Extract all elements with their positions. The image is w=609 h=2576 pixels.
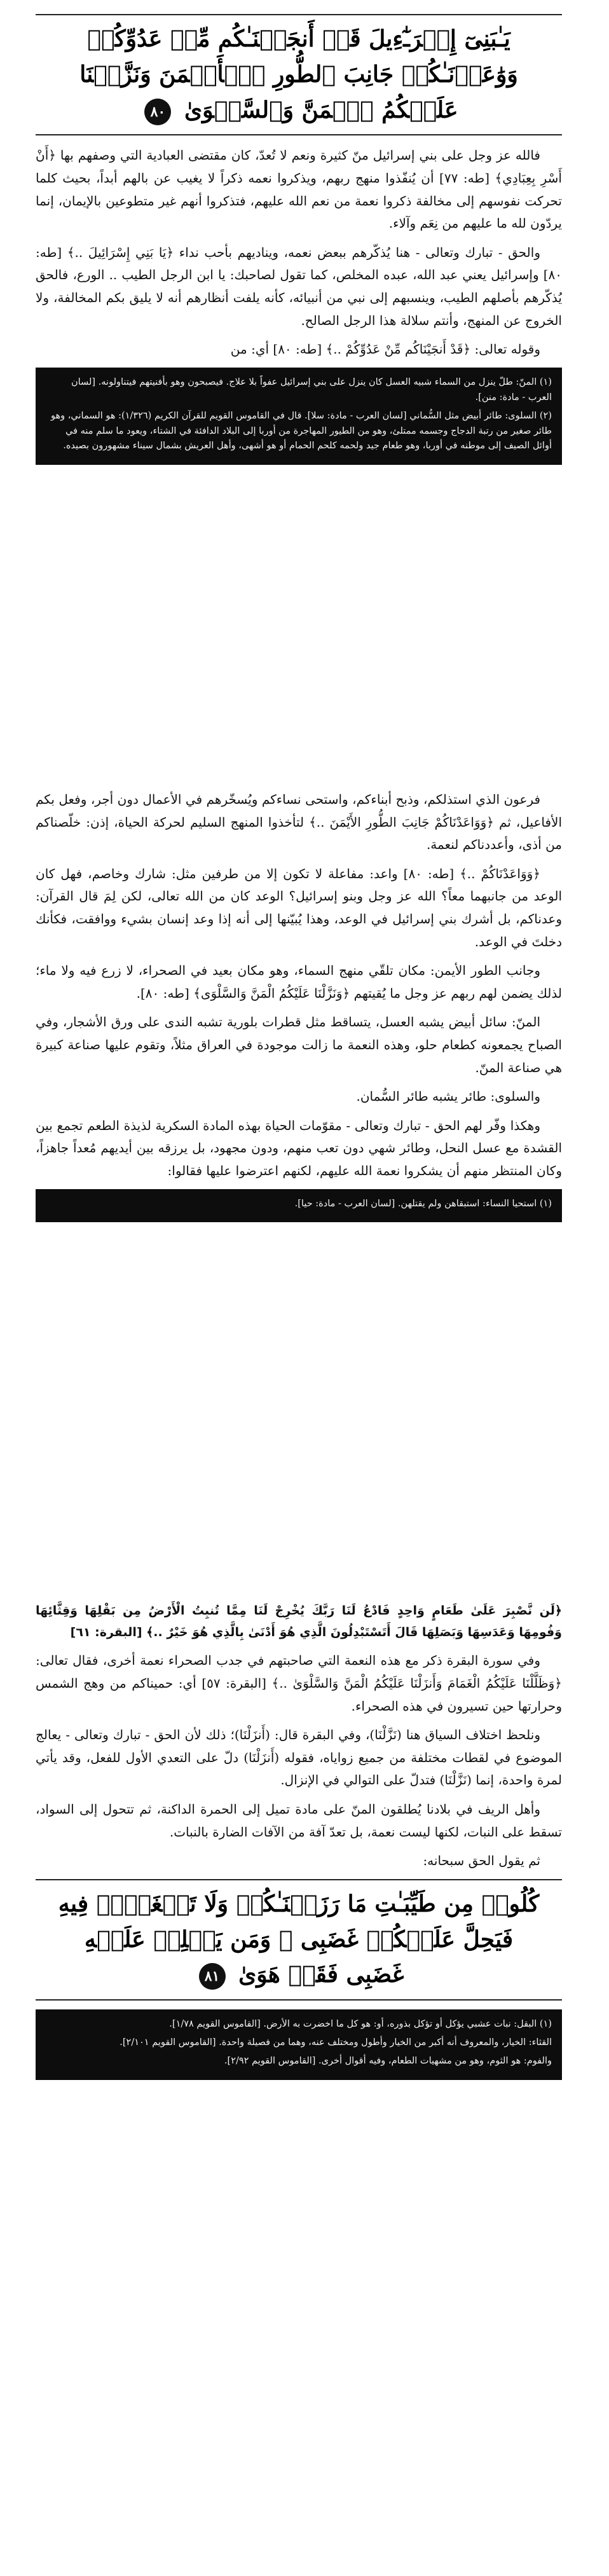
verse-header <box>36 14 562 135</box>
paragraph: والحق - تبارك وتعالى - هنا يُذكّرهم ببعض نعمه، ويناديهم بأحب نداء ﴿يَا بَنِي إِسْرَائِيلَ ..﴾ [طه: ٨٠] وإسرائيل يعني عبد الله، عبده المخلص، كما تقول لصاحبك: يا ابن الرجل الطيب .. الورع، فالحق يُذكّرهم بأصلهم الطيب، وينسبهم إلى نبي من أنبيائه، كأنه يلفت أنظارهم أنه لا يليق بكم المخالفة، ولا الخروج عن المنهج، وأنتم سلالة هذا الرجل الصالح. <box>36 244 562 328</box>
paragraph: فرعون الذي استذلكم، وذبح أبناءكم، واستحى نساءكم ويُسخّرهم في الأعمال دون أجر، وفعل بكم الأفاعيل، ثم ﴿وَوَاعَدْنَاكُمْ جَانِبَ الطُّورِ الأَيْمَنَ ..﴾ لتأخذوا المنهج السليم لحركة الحياة، إذن: خلّصناكم من أذى، وأعددناكم لنعمة. <box>36 792 562 853</box>
page-3 <box>19 1596 578 2563</box>
verse-header <box>36 1879 562 2001</box>
paragraph: ونلحظ اختلاف السياق هنا (نَزَّلْنَا)، وفي البقرة قال: (أَنزَلْنَا)؛ ذلك لأن الحق - تبارك وتعالى - يعالج الموضوع في لقطات مختلفة من جميع زواياه، فقوله (أَنزَلْنَا) دلّ على التعدي الأول للفعل، وقد يأتي لمرة واحدة، إنما (نَزَّلْنَا) فتدلّ على التوالي في الإنزال. <box>36 1727 562 1788</box>
footnote: (١) البقل: نبات عشبي يؤكل أو تؤكل بذوره، أو: هو كل ما اخضرت به الأرض. [القاموس القويم ١/٧٨]. <box>169 2019 552 2030</box>
paragraph: المنّ: سائل أبيض يشبه العسل، يتساقط مثل قطرات بلورية تشبه الندى على ورق الأشجار، وفي الصباح يجمعونه كطعام حلو، وهذه النعمة ما زالت موجودة في العراق مثلاً، وتقوم عليها صناعة كبيرة هي صناعة المنّ. <box>36 1014 562 1075</box>
verse-number-badge: ٨١ <box>199 1963 226 1990</box>
page-1 <box>19 9 578 772</box>
verse-text: كُلُوا۟ مِن طَيِّبَـٰتِ مَا رَزَقۡنَـٰكُمۡ وَلَا تَطۡغَوۡا۟ فِيهِ فَيَحِلَّ عَلَيۡكُمۡ غَضَبِى ۖ وَمَن يَحۡلِلۡ عَلَيۡهِ غَضَبِى فَقَدۡ هَوَىٰ <box>58 1890 540 1988</box>
paragraph: وأهل الريف في بلادنا يُطلقون المنّ على مادة تميل إلى الحمرة الداكنة، ثم تتحول إلى السواد، تسقط على النبات، لكنها ليست نعمة، بل تعدّ آفة من الآفات الضارة بالنبات. <box>36 1801 562 1840</box>
verse-text: يَـٰبَنِىٓ إِسۡرَـٰٓءِيلَ قَدۡ أَنجَيۡنَـٰكُم مِّنۡ عَدُوِّكُمۡ وَوَٰعَدۡنَـٰكُمۡ جَانِبَ ٱلطُّورِ ٱلۡأَيۡمَنَ وَنَزَّلۡنَا عَلَيۡكُمُ ٱلۡمَنَّ وَٱلسَّلۡوَىٰ <box>79 25 518 123</box>
paragraph: وجانب الطور الأيمن: مكان تلقّي منهج السماء، وهو مكان بعيد في الصحراء، لا زرع فيه ولا ماء؛ لذلك يضمن لهم ربهم عز وجل ما يُقيتهم ﴿وَنَزَّلْنَا عَلَيْكُمُ الْمَنَّ وَالسَّلْوَى﴾ [طه: ٨٠]. <box>36 963 562 1001</box>
quran-quote: ﴿لَن نَّصْبِرَ عَلَىٰ طَعَامٍ وَاحِدٍ فَادْعُ لَنَا رَبَّكَ يُخْرِجْ لَنَا مِمَّا تُنبِتُ الْأَرْضُ مِن بَقْلِهَا وَقِثَّائِهَا وَفُومِهَا وَعَدَسِهَا وَبَصَلِهَا قَالَ أَتَسْتَبْدِلُونَ الَّذِي هُوَ أَدْنَىٰ بِالَّذِي هُوَ خَيْرٌ ..﴾ [البقرة: ٦١] <box>36 1604 562 1640</box>
paragraph: ﴿وَوَاعَدْنَاكُمْ ..﴾ [طه: ٨٠] واعد: مفاعلة لا تكون إلا من طرفين مثل: شارك وخاصم، فهل كان الوعد من جانبهما معاً؟ الله عز وجل وبنو إسرائيل؟ الوعد كان من الله تعالى، لكن لِمَ قال القرآن: وعدناكم، بل أشرك بني إسرائيل في الوعد، وهذا يُبيّنها إلى أنه إذا وعد إنسان بشيء ووافقت، فكأنك دخلتَ في الوعد. <box>36 865 562 949</box>
paragraph: وفي سورة البقرة ذكر مع هذه النعمة التي صاحبتهم في جدب الصحراء نعمة أخرى، فقال تعالى: ﴿وَظَلَّلْنَا عَلَيْكُمُ الْغَمَامَ وَأَنزَلْنَا عَلَيْكُمُ الْمَنَّ وَالسَّلْوَىٰ ..﴾ [البقرة: ٥٧] أي: حميناكم من وهج الشمس وحرارتها حين تسيرون في هذه الصحراء. <box>36 1653 562 1714</box>
page-2 <box>19 789 578 1571</box>
verse-number-badge: ٨٠ <box>144 99 171 125</box>
paragraph: فالله عز وجل على بني إسرائيل منّ كثيرة ونعم لا تُعدّ، كان مقتضى العبادية التي وصفهم بها ﴿أَنْ أَسْرِ بِعِبَادِي﴾ [طه: ٧٧] أن يُنفّذوا منهج ربهم، ويذكروا نعمه ذكراً لا يغيب عن بالهم أبداً، بحيث كلما تحركت نفوسهم إلى مخالفة ذكروا نعمة من نعم الله عليهم، فتذكروا أنهم غير متطوعين بالإيمان، إنما يردّون لله ما عليهم من نِعَم وآلاء. <box>36 148 562 231</box>
paragraph: ثم يقول الحق سبحانه: <box>423 1853 540 1869</box>
footnote: (٢) السلوى: طائر أبيض مثل السُّماني [لسان العرب - مادة: سلا]. قال في القاموس القويم للقرآن الكريم (١/٣٢٦): هو السماني، وهو طائر صغير من رتبة الدجاج وجسمه ممتلئ، وهو من الطيور المهاجرة من أوربا إلى البلاد الدافئة في الشتاء، ويعود ما سلم منه في أوائل الصيف إلى موطنه في أوربا، وهو طعام جيد ولحمه كلحم الحمام أو هو أشهى، وأهل العريش بشمال سيناء مشهورون بصيده. <box>50 410 552 451</box>
footnotes-box <box>36 368 562 465</box>
paragraph: وقوله تعالى: ﴿قَدْ أَنجَيْنَاكُم مِّنْ عَدُوِّكُمْ ..﴾ [طه: ٨٠] أي: من <box>230 341 540 357</box>
paragraph: وهكذا وفّر لهم الحق - تبارك وتعالى - مقوّمات الحياة بهذه المادة السكرية لذيذة الطعم تجمع بين القشدة مع عسل النحل، وطائر شهي دون تعب منهم، ودون مجهود، بل يرزقه بين أيديهم مُعداً جاهزاً، وكان المنتظر منهم أن يشكروا نعمة الله عليهم، لكنهم اعترضوا عليها فقالوا: <box>36 1117 562 1178</box>
footnote: (١) استحيا النساء: استبقاهن ولم يقتلهن. [لسان العرب - مادة: حيا]. <box>294 1198 552 1209</box>
footnote: والفوم: هو الثوم، وهو من مشهيات الطعام، وفيه أقوال أخرى. [القاموس القويم ٢/٩٢]. <box>224 2055 552 2066</box>
footnotes-box <box>36 1189 562 1223</box>
paragraph: والسلوى: طائر يشبه طائر السُّمان. <box>356 1089 540 1105</box>
footnote: (١) المنّ: طلّ ينزل من السماء شبيه العسل كان ينزل على بني إسرائيل عفواً بلا علاج. فيصبحون وهو بأفنيتهم فيتناولونه. [لسان العرب - مادة: منن]. <box>71 376 552 403</box>
footnotes-box <box>36 2009 562 2080</box>
footnote: القثاء: الخيار، والمعروف أنه أكبر من الخيار وأطول ومختلف عنه، وهما من فصيلة واحدة. [القاموس القويم ٢/١٠١]. <box>120 2037 552 2048</box>
